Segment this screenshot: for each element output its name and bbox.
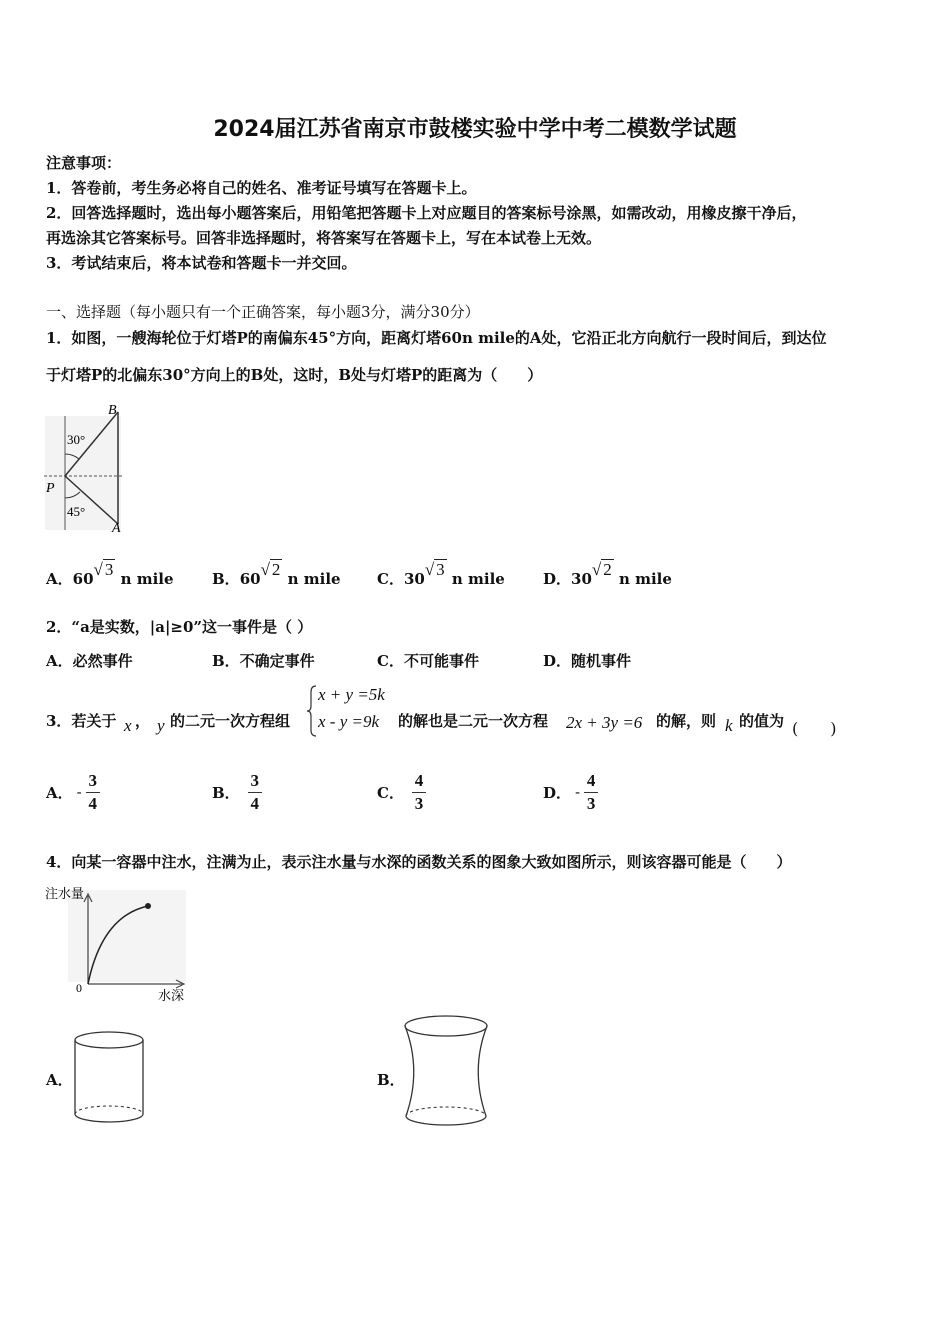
option-letter: B． bbox=[212, 783, 240, 802]
option-letter: B． bbox=[212, 570, 240, 588]
q4-option-a[interactable]: A． bbox=[46, 1071, 73, 1089]
var-x: x bbox=[124, 716, 132, 735]
option-letter: D． bbox=[543, 570, 572, 588]
notice-line: 再选涂其它答案标号。回答非选择题时，将答案写在答题卡上，写在本试卷上无效。 bbox=[46, 229, 602, 247]
fraction bbox=[248, 771, 262, 814]
q3-stem-part2: 的二元一次方程组 bbox=[170, 712, 291, 730]
q1-stem-line1: 1．如图，一艘海轮位于灯塔P的南偏东45°方向，距离灯塔60n mile的A处，它沿正北方向航行一段时间后，到达位 bbox=[46, 329, 827, 347]
numerator: 3 bbox=[250, 770, 259, 790]
q4-stem: 4．向某一容器中注水，注满为止，表示注水量与水深的函数关系的图象大致如图所示，则该容器可能是（ ） bbox=[46, 853, 792, 871]
denominator: 3 bbox=[586, 793, 596, 813]
q3-option-b[interactable] bbox=[212, 770, 262, 814]
y-axis-label: 注水量 bbox=[45, 886, 85, 901]
radicand: 3 bbox=[104, 560, 114, 579]
cylinder-container-icon[interactable] bbox=[70, 1028, 150, 1128]
q1-option-b[interactable] bbox=[212, 560, 341, 589]
option-unit: n mile bbox=[618, 570, 672, 588]
numerator: 4 bbox=[414, 770, 424, 790]
point-a-label: A bbox=[112, 521, 121, 536]
section-heading: 一、选择题（每小题只有一个正确答案，每小题3分，满分30分） bbox=[46, 303, 480, 321]
point-p-label: P bbox=[46, 481, 55, 496]
var-y: y bbox=[157, 716, 165, 735]
origin-label: 0 bbox=[76, 981, 82, 995]
numerator: 3 bbox=[88, 770, 97, 790]
option-letter: A． bbox=[46, 783, 73, 802]
sqrt-symbol: √ 2 bbox=[260, 560, 281, 579]
denominator: 4 bbox=[88, 793, 97, 813]
angle-45-label: 45° bbox=[67, 504, 86, 519]
q3-stem-part1: 3．若关于 bbox=[46, 712, 117, 730]
option-letter: A． bbox=[46, 570, 73, 588]
q4-function-graph bbox=[40, 882, 190, 1004]
radicand: 2 bbox=[603, 560, 612, 579]
option-letter: C． bbox=[377, 783, 404, 802]
q3-stem-part4: 的解，则 bbox=[656, 712, 717, 730]
option-coef: 30 bbox=[403, 570, 425, 588]
system-brace bbox=[306, 684, 318, 738]
x-axis-label: 水深 bbox=[158, 988, 185, 1003]
numerator: 4 bbox=[586, 770, 596, 790]
end-point bbox=[145, 903, 151, 909]
option-unit: n mile bbox=[287, 570, 341, 588]
q1-lighthouse-figure bbox=[40, 398, 130, 536]
denominator: 3 bbox=[414, 793, 424, 813]
radicand: 2 bbox=[271, 560, 281, 579]
denominator: 4 bbox=[250, 793, 259, 813]
q2-option-a[interactable]: A．必然事件 bbox=[46, 652, 133, 670]
notice-line: 3．考试结束后，将本试卷和答题卡一并交回。 bbox=[46, 254, 357, 272]
option-unit: n mile bbox=[120, 570, 174, 588]
option-unit: n mile bbox=[451, 570, 505, 588]
q2-option-d[interactable]: D．随机事件 bbox=[543, 652, 632, 670]
equation-3: 2x + 3y =6 bbox=[566, 713, 643, 732]
q3-option-a[interactable] bbox=[46, 770, 100, 814]
option-letter: D． bbox=[543, 783, 572, 802]
q1-option-c[interactable] bbox=[377, 560, 505, 589]
sqrt-symbol: √ 3 bbox=[424, 560, 445, 579]
hourglass-container-icon[interactable] bbox=[400, 1012, 492, 1128]
comma: ， bbox=[135, 712, 151, 730]
notice-line: 2．回答选择题时，选出每小题答案后，用铅笔把答题卡上对应题目的答案标号涂黑，如需改动，用橡皮擦干净后， bbox=[46, 204, 807, 222]
page-title: 2024届江苏省南京市鼓楼实验中学中考二模数学试题 bbox=[213, 117, 737, 142]
radicand: 3 bbox=[436, 560, 445, 579]
fraction bbox=[86, 771, 100, 814]
option-coef: 60 bbox=[239, 570, 261, 588]
equation-2: x - y =9k bbox=[318, 712, 380, 731]
angle-30-label: 30° bbox=[67, 432, 86, 447]
q1-option-d[interactable] bbox=[543, 560, 672, 589]
notice-line: 1．答卷前，考生务必将自己的姓名、准考证号填写在答题卡上。 bbox=[46, 179, 477, 197]
q1-option-a[interactable] bbox=[46, 560, 174, 589]
q3-option-d[interactable] bbox=[543, 770, 598, 814]
sqrt-symbol: √ 3 bbox=[93, 560, 114, 579]
q2-option-c[interactable]: C．不可能事件 bbox=[377, 652, 479, 670]
q2-option-b[interactable]: B．不确定事件 bbox=[212, 652, 315, 670]
fraction bbox=[412, 771, 426, 814]
var-k: k bbox=[725, 716, 733, 735]
q2-stem: 2．“a是实数，|a|≥0”这一事件是（ ） bbox=[46, 618, 313, 636]
option-letter: C． bbox=[377, 570, 404, 588]
fraction bbox=[584, 771, 598, 814]
answer-paren: ( ) bbox=[792, 719, 837, 738]
q4-option-b[interactable]: B． bbox=[377, 1071, 405, 1089]
q3-option-c[interactable] bbox=[377, 770, 426, 814]
q1-stem-line2: 于灯塔P的北偏东30°方向上的B处，这时，B处与灯塔P的距离为（ ） bbox=[46, 366, 543, 384]
option-coef: 30 bbox=[571, 570, 592, 588]
graph-background bbox=[68, 890, 186, 982]
notice-heading: 注意事项： bbox=[46, 154, 122, 172]
equation-1: x + y =5k bbox=[318, 685, 385, 704]
point-b-label: B bbox=[108, 403, 117, 418]
sqrt-symbol: √ 2 bbox=[591, 560, 612, 579]
minus-sign: - bbox=[575, 783, 581, 801]
minus-sign: - bbox=[76, 783, 82, 801]
q3-stem-part3: 的解也是二元一次方程 bbox=[398, 712, 549, 730]
q3-stem-part5: 的值为 bbox=[739, 712, 785, 730]
option-coef: 60 bbox=[72, 570, 94, 588]
